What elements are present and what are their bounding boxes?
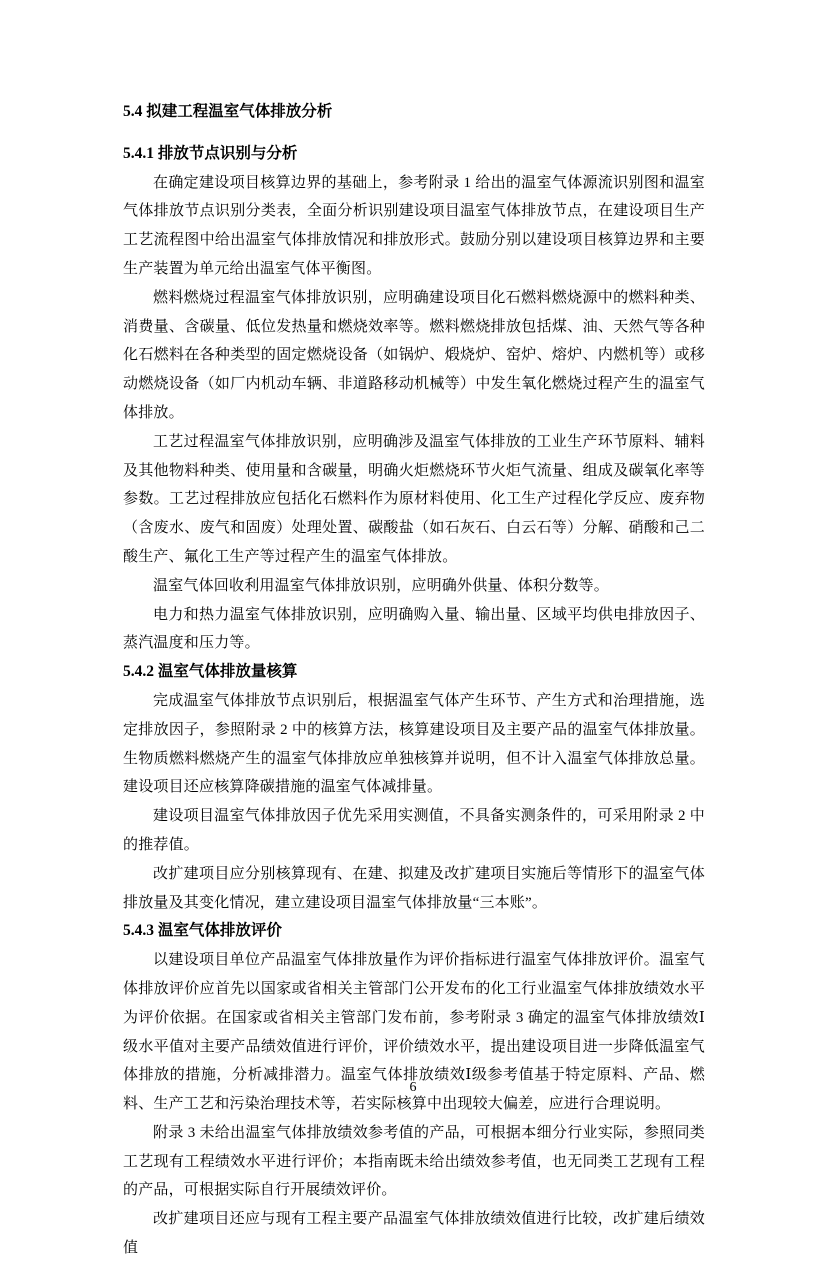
paragraph: 改扩建项目应分别核算现有、在建、拟建及改扩建项目实施后等情形下的温室气体排放量及其变化情况，建立建设项目温室气体排放量“三本账”。 — [123, 865, 705, 911]
paragraph: 以建设项目单位产品温室气体排放量作为评价指标进行温室气体排放评价。温室气体排放评价应首先以国家或省相关主管部门公开发布的化工行业温室气体排放绩效水平为评价依据。在国家或省相关主管部门发布前，参考附录 3 确定的温室气体排放绩效Ⅰ级水平值对主要产品绩效值进行评价，评价绩效水平，提出建设项目进一步降低温室气体排放的措施，分析减排潜力。温室气体排放绩效Ⅰ级参考值基于特定原料、产品、燃料、生产工艺和污染治理技术等，若实际核算中出现较大偏差，应进行合理说明。 — [123, 952, 705, 1113]
subsection-heading-5-4-2: 5.4.2 温室气体排放量核算 — [123, 663, 298, 681]
paragraph: 在确定建设项目核算边界的基础上，参考附录 1 给出的温室气体源流识别图和温室气体排放节点识别分类表，全面分析识别建设项目温室气体排放节点，在建设项目生产工艺流程图中给出温室气体排放情况和排放形式。鼓励分别以建设项目核算边界和主要生产装置为单元给出温室气体平衡图。 — [123, 174, 705, 277]
paragraph: 温室气体回收利用温室气体排放识别，应明确外供量、体积分数等。 — [153, 577, 610, 594]
paragraph: 电力和热力温室气体排放识别，应明确购入量、输出量、区域平均供电排放因子、蒸汽温度和压力等。 — [123, 606, 705, 652]
subsection-heading-5-4-1: 5.4.1 排放节点识别与分析 — [123, 144, 298, 162]
paragraph: 燃料燃烧过程温室气体排放识别，应明确建设项目化石燃料燃烧源中的燃料种类、消费量、含碳量、低位发热量和燃烧效率等。燃料燃烧排放包括煤、油、天然气等各种化石燃料在各种类型的固定燃烧设备（如锅炉、煅烧炉、窑炉、熔炉、内燃机等）或移动燃烧设备（如厂内机动车辆、非道路移动机械等）中发生氧化燃烧过程产生的温室气体排放。 — [123, 289, 705, 421]
paragraph: 完成温室气体排放节点识别后，根据温室气体产生环节、产生方式和治理措施，选定排放因子，参照附录 2 中的核算方法，核算建设项目及主要产品的温室气体排放量。生物质燃料燃烧产生的温室气体排放应单独核算并说明，但不计入温室气体排放总量。建设项目还应核算降碳措施的温室气体减排量。 — [123, 692, 705, 796]
paragraph: 工艺过程温室气体排放识别，应明确涉及温室气体排放的工业生产环节原料、辅料及其他物料种类、使用量和含碳量，明确火炬燃烧环节火炬气流量、组成及碳氧化率等参数。工艺过程排放应包括化石燃料作为原材料使用、化工生产过程化学反应、废弃物（含废水、废气和固废）处理处置、碳酸盐（如石灰石、白云石等）分解、硝酸和己二酸生产、氟化工生产等过程产生的温室气体排放。 — [123, 433, 705, 565]
paragraph: 建设项目温室气体排放因子优先采用实测值，不具备实测条件的，可采用附录 2 中的推荐值。 — [123, 808, 705, 853]
paragraph: 改扩建项目还应与现有工程主要产品温室气体排放绩效值进行比较，改扩建后绩效值 — [123, 1211, 705, 1257]
paragraph: 附录 3 未给出温室气体排放绩效参考值的产品，可根据本细分行业实际，参照同类工艺现有工程绩效水平进行评价；本指南既未给出绩效参考值，也无同类工艺现有工程的产品，可根据实际自行开展绩效评价。 — [123, 1124, 705, 1199]
section-heading-5-4: 5.4 拟建工程温室气体排放分析 — [123, 103, 333, 120]
page-number: 6 — [409, 1080, 417, 1095]
subsection-heading-5-4-3: 5.4.3 温室气体排放评价 — [123, 922, 282, 940]
